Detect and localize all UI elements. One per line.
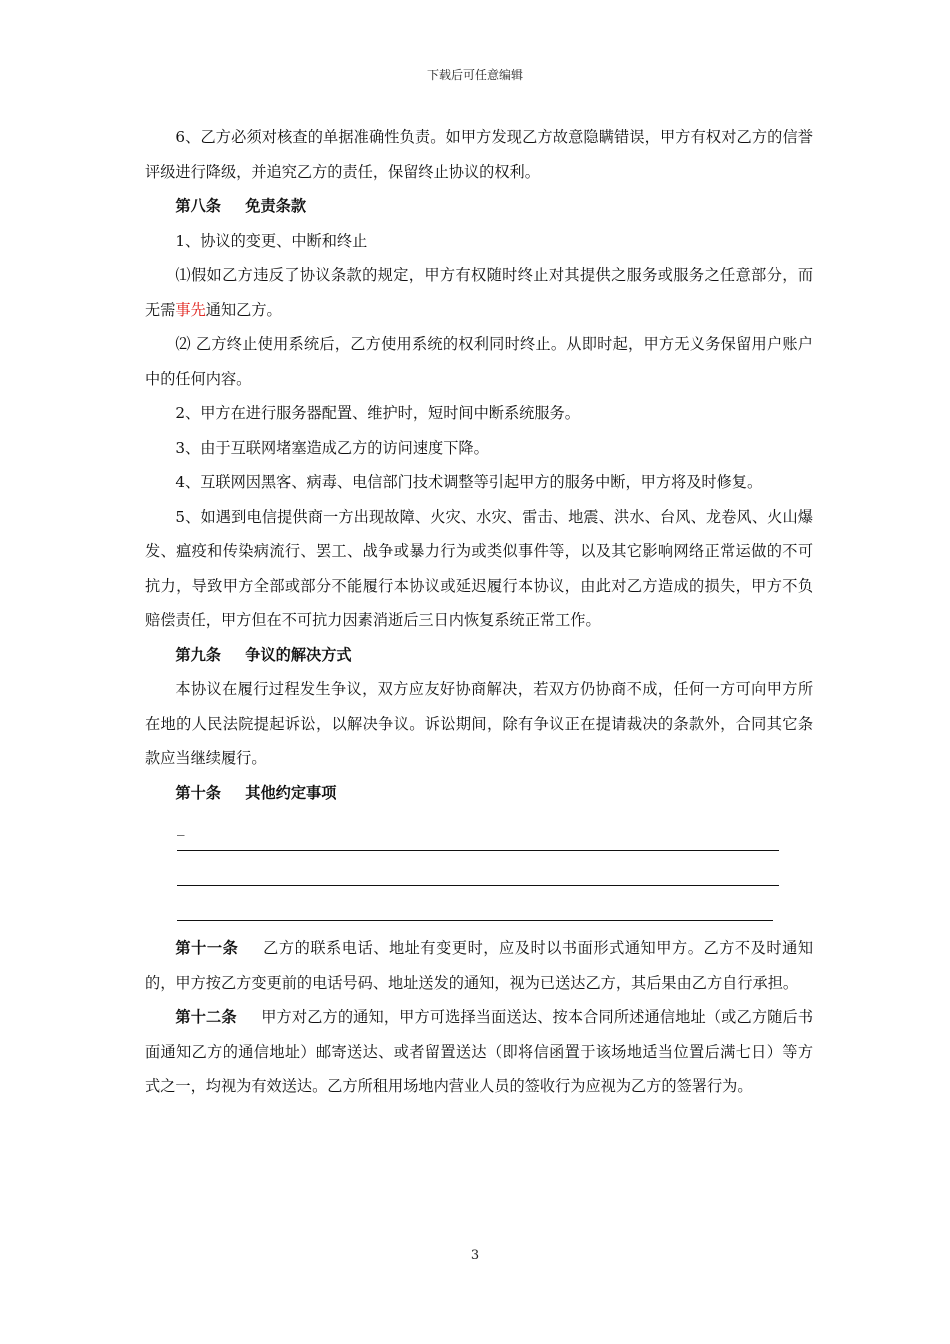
article-9-number: 第九条	[175, 645, 221, 664]
article-8-item-2: 2、甲方在进行服务器配置、维护时，短时间中断系统服务。	[175, 404, 580, 422]
article-12	[145, 1000, 813, 1104]
article-8-heading	[145, 189, 813, 224]
article-12-number: 第十二条	[175, 1008, 237, 1026]
document-body	[145, 120, 813, 1104]
article-9-title: 争议的解决方式	[245, 645, 352, 664]
highlighted-text: 事先	[175, 300, 206, 319]
article-9-heading	[145, 638, 813, 673]
article-8-title: 免责条款	[245, 197, 307, 215]
article-11-number: 第十一条	[175, 939, 239, 957]
article-10-number: 第十条	[175, 783, 221, 802]
article-8-number: 第八条	[175, 197, 221, 215]
article-10-title: 其他约定事项	[245, 783, 337, 802]
article-8-item-1: 1、协议的变更、中断和终止	[175, 231, 368, 250]
article-10-heading	[145, 776, 813, 811]
article-8-item-1-1	[145, 258, 813, 327]
blank-marker: _	[177, 818, 185, 836]
article-8-item-5: 5、如遇到电信提供商一方出现故障、火灾、水灾、雷击、地震、洪水、台风、龙卷风、火山爆发、瘟疫和传染病流行、罢工、战争或暴力行为或类似事件等，以及其它影响网络正常运做的不可抗力，导致甲方全部或部分不能履行本协议或延迟履行本协议，由此对乙方造成的损失，甲方不负赔偿责任，甲方但在不可抗力因素消逝后三日内恢复系统正常工作。	[145, 507, 813, 629]
page-number: 3	[470, 1248, 480, 1263]
blank-line-3	[177, 920, 773, 921]
article-9-body: 本协议在履行过程发生争议，双方应友好协商解决，若双方仍协商不成，任何一方可向甲方所在地的人民法院提起诉讼，以解决争议。诉讼期间，除有争议正在提请裁决的条款外，合同其它条款应当继续履行。	[145, 680, 813, 767]
article-12-body: 甲方对乙方的通知，甲方可选择当面送达、按本合同所述通信地址（或乙方随后书面通知乙方的通信地址）邮寄送达、或者留置送达（即将信函置于该场地适当位置后满七日）等方式之一，均视为有效送达。乙方所租用场地内营业人员的签收行为应视为乙方的签署行为。	[145, 1008, 814, 1095]
article-11	[145, 931, 813, 1000]
item-1-1-text-end: 通知乙方。	[205, 300, 282, 319]
item-1-1-text: ⑴假如乙方违反了协议条款的规定，甲方有权随时终止对其提供之服务或服务之任意部分，而无需	[145, 266, 813, 319]
article-11-body: 乙方的联系电话、地址有变更时，应及时以书面形式通知甲方。乙方不及时通知的，甲方按乙方变更前的电话号码、地址送发的通知，视为已送达乙方，其后果由乙方自行承担。	[145, 939, 814, 992]
article-8-item-3: 3、由于互联网堵塞造成乙方的访问速度下降。	[175, 438, 489, 457]
clause-7-item-6: 6、乙方必须对核查的单据准确性负责。如甲方发现乙方故意隐瞒错误，甲方有权对乙方的信誉评级进行降级，并追究乙方的责任，保留终止协议的权利。	[145, 128, 813, 181]
article-8-item-1-2: ⑵ 乙方终止使用系统后，乙方使用系统的权利同时终止。从即时起，甲方无义务保留用户账户中的任何内容。	[145, 335, 813, 388]
blank-line-2	[177, 885, 779, 886]
page-header: 下载后可任意编辑	[426, 68, 523, 82]
blank-line-1	[177, 850, 779, 851]
article-8-item-4: 4、互联网因黑客、病毒、电信部门技术调整等引起甲方的服务中断，甲方将及时修复。	[175, 473, 763, 491]
